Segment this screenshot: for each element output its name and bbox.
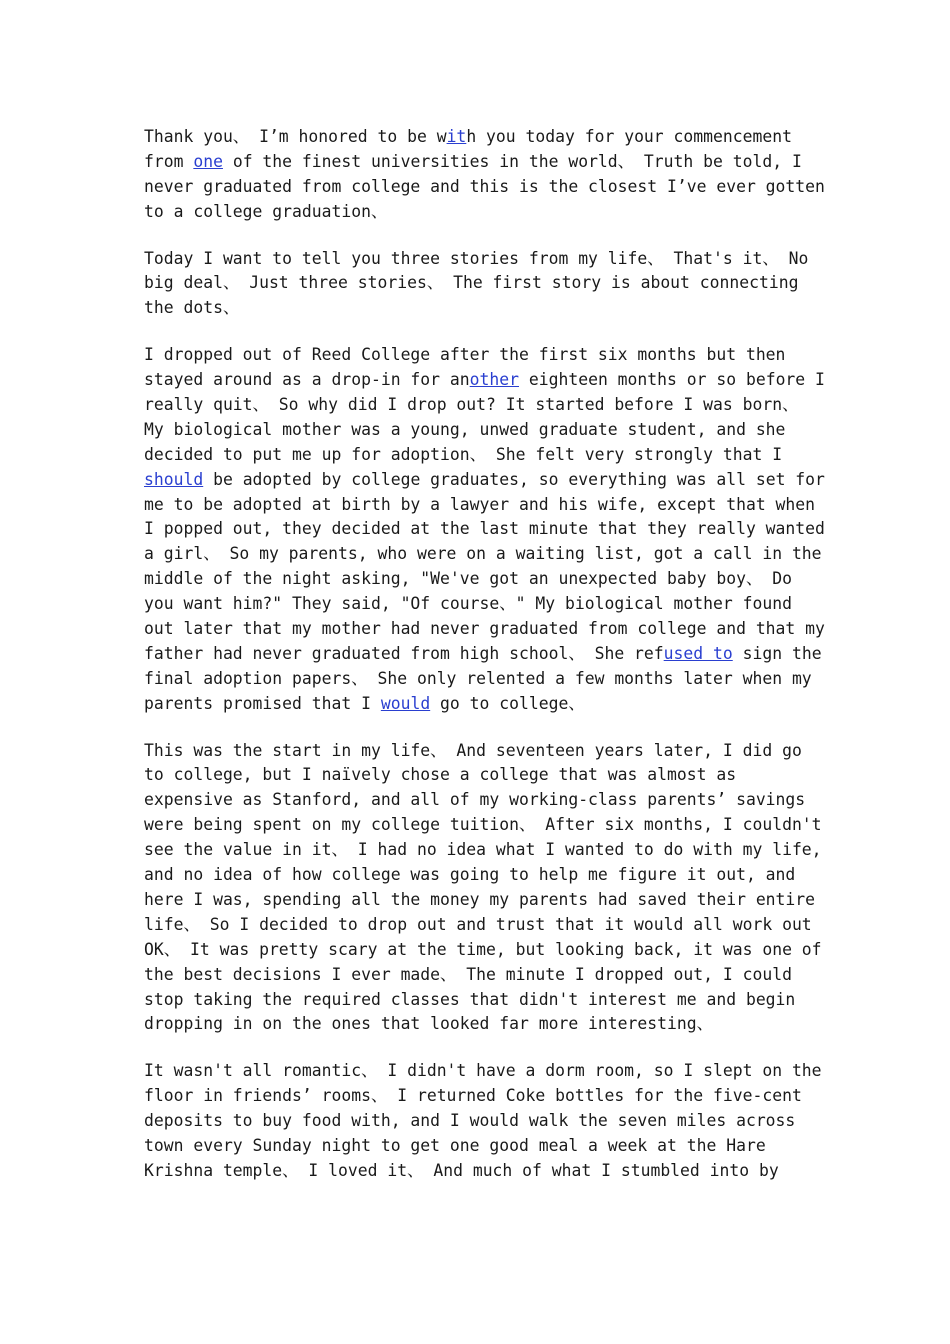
- hyperlink[interactable]: used to: [663, 643, 733, 663]
- hyperlink[interactable]: should: [144, 469, 204, 489]
- text-line: [144, 913, 824, 938]
- text-run: floor in friends’ rooms、 I returned Coke bottles for the five-cent: [144, 1086, 802, 1106]
- text-line: [144, 247, 824, 272]
- text-run: final adoption papers、 She only relented a few months later when my: [144, 668, 812, 688]
- text-line: [144, 788, 824, 813]
- text-line: [144, 271, 824, 296]
- text-line: [144, 988, 824, 1013]
- hyperlink[interactable]: other: [469, 370, 519, 390]
- text-line: [144, 1084, 824, 1109]
- text-line: [144, 1134, 824, 1159]
- text-line: [144, 517, 824, 542]
- text-line: [144, 692, 824, 717]
- text-run: decided to put me up for adoption、 She felt very strongly that I: [144, 444, 783, 464]
- text-run: dropping in on the ones that looked far more interesting、: [144, 1014, 713, 1034]
- paragraph: [144, 247, 824, 322]
- text-run: parents promised that I: [144, 693, 381, 713]
- text-line: [144, 1109, 824, 1134]
- text-run: never graduated from college and this is the closest I’ve ever gotten: [144, 176, 825, 196]
- text-run: to college, but I naïvely chose a college that was almost as: [144, 765, 737, 785]
- text-run: eighteen months or so before I: [519, 370, 825, 390]
- text-run: Today I want to tell you three stories from my life、 That's it、 No: [144, 248, 809, 268]
- text-run: out later that my mother had never graduated from college and that my: [144, 619, 825, 639]
- paragraph: [144, 125, 824, 225]
- text-line: [144, 567, 824, 592]
- text-run: My biological mother was a young, unwed graduate student, and she: [144, 419, 786, 439]
- text-line: [144, 642, 824, 667]
- text-run: big deal、 Just three stories、 The first story is about connecting: [144, 273, 799, 293]
- text-run: deposits to buy food with, and I would walk the seven miles across: [144, 1111, 796, 1131]
- text-run: expensive as Stanford, and all of my working-class parents’ savings: [144, 790, 806, 810]
- text-line: [144, 542, 824, 567]
- text-line: [144, 963, 824, 988]
- text-run: This was the start in my life、 And seventeen years later, I did go: [144, 740, 802, 760]
- text-run: here I was, spending all the money my parents had saved their entire: [144, 889, 816, 909]
- text-run: It wasn't all romantic、 I didn't have a dorm room, so I slept on the: [144, 1061, 822, 1081]
- text-run: really quit、 So why did I drop out? It started before I was born、: [144, 395, 799, 415]
- text-line: [144, 763, 824, 788]
- text-run: life、 So I decided to drop out and trust that it would all work out: [144, 914, 812, 934]
- text-line: [144, 343, 824, 368]
- hyperlink[interactable]: would: [380, 693, 431, 713]
- text-line: [144, 592, 824, 617]
- text-run: town every Sunday night to get one good meal a week at the Hare: [144, 1135, 766, 1155]
- text-run: OK、 It was pretty scary at the time, but looking back, it was one of: [144, 939, 822, 959]
- text-run: the best decisions I ever made、 The minute I dropped out, I could: [144, 964, 792, 984]
- text-run: be adopted by college graduates, so everything was all set for: [203, 469, 825, 489]
- text-run: stayed around as a drop-in for an: [144, 370, 470, 390]
- text-line: [144, 1159, 824, 1184]
- text-run: of the finest universities in the world、 Truth be told, I: [222, 151, 802, 171]
- text-run: father had never graduated from high school、 She ref: [144, 643, 664, 663]
- text-run: I dropped out of Reed College after the first six months but then: [144, 345, 786, 365]
- text-line: [144, 617, 824, 642]
- text-run: me to be adopted at birth by a lawyer and his wife, except that when: [144, 494, 816, 514]
- text-line: [144, 667, 824, 692]
- text-run: from: [144, 151, 194, 171]
- text-run: a girl、 So my parents, who were on a waiting list, got a call in the: [144, 544, 822, 564]
- text-run: were being spent on my college tuition、 After six months, I couldn't: [144, 815, 822, 835]
- text-run: Krishna temple、 I loved it、 And much of what I stumbled into by: [144, 1160, 779, 1180]
- text-line: [144, 200, 824, 225]
- text-run: the dots、: [144, 298, 240, 318]
- text-line: [144, 468, 824, 493]
- text-line: [144, 888, 824, 913]
- text-line: [144, 443, 824, 468]
- text-line: [144, 125, 824, 150]
- text-run: stop taking the required classes that didn't interest me and begin: [144, 989, 796, 1009]
- text-line: [144, 493, 824, 518]
- text-run: and no idea of how college was going to help me figure it out, and: [144, 865, 796, 885]
- text-line: [144, 175, 824, 200]
- text-run: I popped out, they decided at the last minute that they really wanted: [144, 519, 825, 539]
- text-line: [144, 150, 824, 175]
- text-line: [144, 813, 824, 838]
- text-run: see the value in it、 I had no idea what I wanted to do with my life,: [144, 840, 822, 860]
- text-line: [144, 938, 824, 963]
- document-body: [144, 125, 824, 1206]
- text-line: [144, 739, 824, 764]
- text-run: h you today for your commencement: [466, 127, 792, 146]
- text-run: go to college、: [430, 693, 585, 713]
- text-run: Thank you、 I’m honored to be w: [144, 127, 447, 146]
- text-run: sign the: [732, 643, 822, 663]
- text-line: [144, 1059, 824, 1084]
- text-run: you want him?" They said, "Of course、" My biological mother found: [144, 594, 792, 614]
- text-line: [144, 296, 824, 321]
- text-line: [144, 393, 824, 418]
- text-line: [144, 368, 824, 393]
- text-run: to a college graduation、: [144, 201, 388, 221]
- paragraph: [144, 343, 824, 716]
- text-line: [144, 838, 824, 863]
- text-line: [144, 418, 824, 443]
- paragraph: [144, 739, 824, 1038]
- text-run: middle of the night asking, "We've got an unexpected baby boy、 Do: [144, 569, 792, 589]
- text-line: [144, 1012, 824, 1037]
- hyperlink[interactable]: one: [193, 151, 223, 171]
- hyperlink[interactable]: it: [446, 127, 467, 146]
- paragraph: [144, 1059, 824, 1183]
- text-line: [144, 863, 824, 888]
